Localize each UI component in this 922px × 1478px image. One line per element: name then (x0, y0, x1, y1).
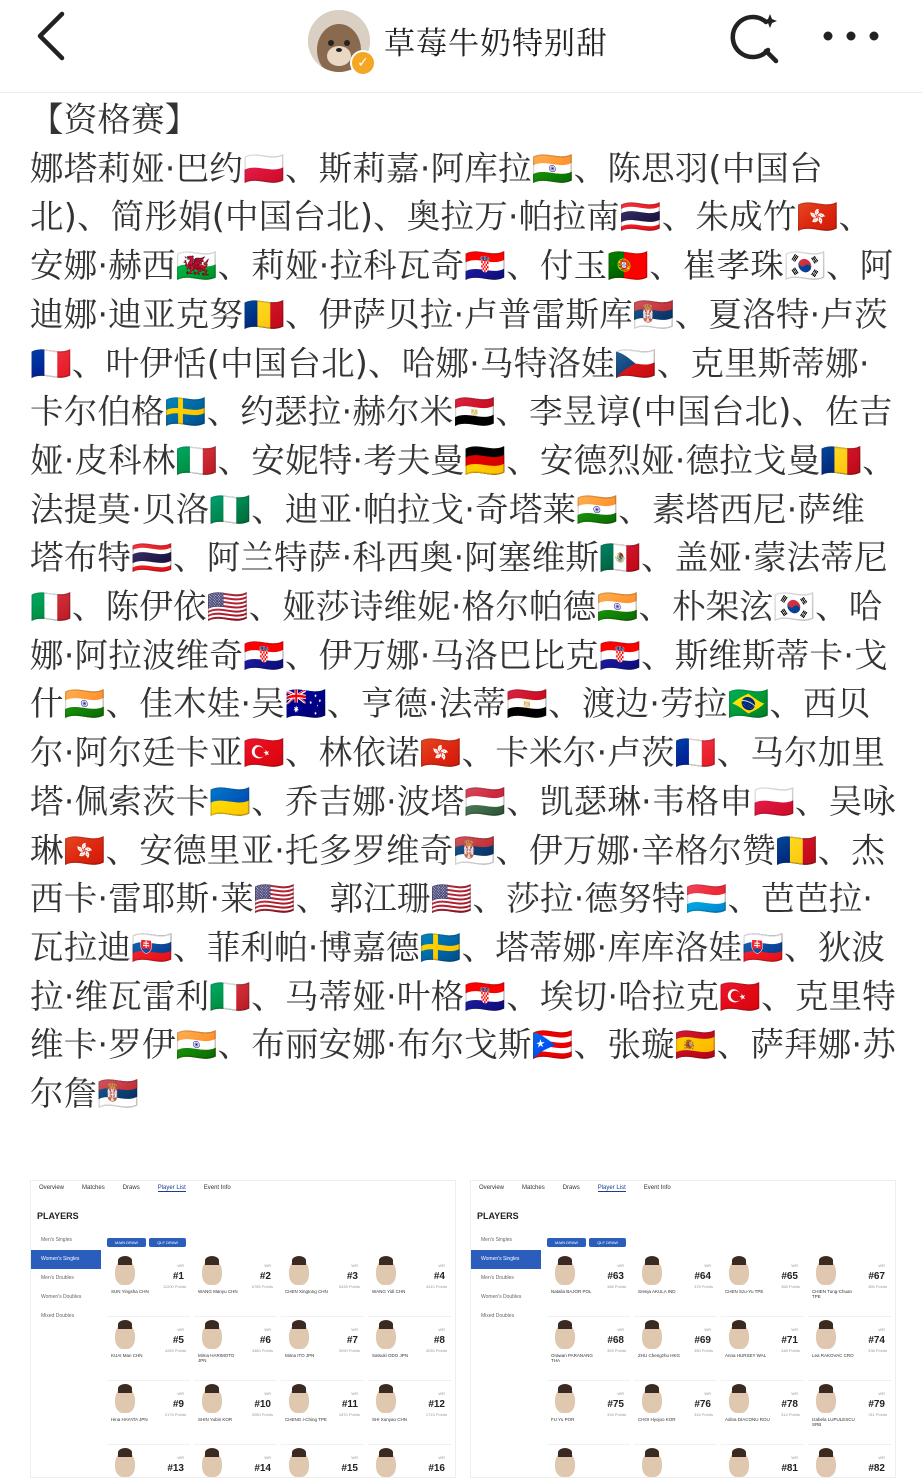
player-card[interactable] (368, 1381, 451, 1445)
player-points: 1715 Points (425, 1412, 447, 1417)
sidebar-item[interactable]: Women's Doubles (41, 1294, 82, 1300)
player-card[interactable] (808, 1445, 891, 1478)
player-photo (816, 1387, 836, 1413)
player-card[interactable] (547, 1317, 630, 1381)
player-points: 350 Points (694, 1348, 713, 1353)
wr-label: WR (438, 1391, 445, 1396)
sidebar-item[interactable]: Women's Doubles (481, 1294, 522, 1300)
wr-label: WR (704, 1263, 711, 1268)
player-card[interactable] (194, 1445, 277, 1478)
player-photo (555, 1451, 575, 1477)
sidebar (471, 1231, 541, 1326)
player-grid (547, 1253, 891, 1478)
player-rank: #11 (341, 1399, 358, 1410)
player-card[interactable] (281, 1317, 364, 1381)
wr-label: WR (791, 1263, 798, 1268)
player-rank: #5 (172, 1335, 184, 1346)
player-points: 348 Points (781, 1348, 800, 1353)
tab-bar (39, 1185, 249, 1199)
sidebar-item[interactable]: Women's Singles (471, 1250, 541, 1269)
player-card[interactable] (547, 1253, 630, 1317)
section-title: PLAYERS (37, 1211, 79, 1221)
player-photo (642, 1259, 662, 1285)
player-name: Lea RAKOVAC CRO (812, 1353, 854, 1358)
wr-label: WR (351, 1327, 358, 1332)
player-card[interactable] (721, 1253, 804, 1317)
player-name: FU Yu POR (551, 1417, 575, 1422)
player-rank: #16 (428, 1463, 445, 1474)
tab-bar (479, 1185, 689, 1199)
player-rank: #65 (781, 1271, 798, 1282)
player-photo (729, 1259, 749, 1285)
wr-label: WR (351, 1455, 358, 1460)
player-photo (376, 1323, 396, 1349)
player-points: 3480 Points (251, 1348, 273, 1353)
player-name: Izabela LUPULESCU SRB (812, 1417, 855, 1427)
player-points: 1870 Points (338, 1412, 360, 1417)
tab[interactable]: Event Info (203, 1185, 231, 1191)
wr-label: WR (617, 1263, 624, 1268)
search-icon (722, 10, 784, 66)
player-rank: #82 (868, 1463, 885, 1474)
player-card[interactable] (368, 1317, 451, 1381)
player-photo (729, 1323, 749, 1349)
player-card[interactable] (721, 1317, 804, 1381)
player-rank: #1 (172, 1271, 184, 1282)
player-photo (115, 1323, 135, 1349)
player-name: WANG Yidi CHN (372, 1289, 406, 1294)
player-rank: #69 (694, 1335, 711, 1346)
player-name: ZHU Chengzhu HKG (638, 1353, 681, 1358)
image-attachments (30, 1180, 896, 1476)
player-points: 3030 Points (425, 1348, 447, 1353)
player-name: SUN Yingsha CHN (111, 1289, 149, 1294)
player-rank: #74 (868, 1335, 885, 1346)
tab[interactable]: Draws (122, 1185, 140, 1191)
draw-toggle (547, 1231, 629, 1249)
player-name: SHI Xunyao CHN (372, 1417, 408, 1422)
player-card[interactable] (194, 1253, 277, 1317)
player-photo (289, 1323, 309, 1349)
chevron-left-icon (30, 10, 74, 62)
player-photo (642, 1387, 662, 1413)
wr-label: WR (617, 1327, 624, 1332)
player-rank: #6 (259, 1335, 271, 1346)
player-name: Mima ITO JPN (285, 1353, 315, 1358)
player-name: WANG Manyu CHN (198, 1289, 238, 1294)
player-rank: #4 (433, 1271, 445, 1282)
wr-label: WR (264, 1391, 271, 1396)
player-photo (816, 1451, 836, 1477)
player-points: 368 Points (781, 1284, 800, 1289)
wr-label: WR (264, 1455, 271, 1460)
player-photo (202, 1451, 222, 1477)
player-card[interactable] (107, 1317, 190, 1381)
wr-label: WR (351, 1391, 358, 1396)
wr-label: WR (438, 1455, 445, 1460)
player-points: 3090 Points (338, 1348, 360, 1353)
player-points: 378 Points (694, 1284, 713, 1289)
player-rank: #75 (607, 1399, 624, 1410)
player-card[interactable] (107, 1253, 190, 1317)
player-photo (289, 1451, 309, 1477)
player-rank: #81 (781, 1463, 798, 1474)
player-rank: #9 (172, 1399, 184, 1410)
wr-label: WR (791, 1455, 798, 1460)
player-card[interactable] (194, 1381, 277, 1445)
wr-label: WR (617, 1391, 624, 1396)
player-name: Orawan PARANANG THA (551, 1353, 593, 1363)
attached-image[interactable] (470, 1180, 896, 1478)
player-rank: #76 (694, 1399, 711, 1410)
player-points: 318 Points (607, 1412, 626, 1417)
draw-toggle (107, 1231, 189, 1249)
wr-label: WR (878, 1455, 885, 1460)
tab[interactable]: Player List (157, 1185, 186, 1191)
player-rank: #10 (254, 1399, 271, 1410)
player-card[interactable] (368, 1253, 451, 1317)
player-grid (107, 1253, 451, 1478)
player-rank: #78 (781, 1399, 798, 1410)
wr-label: WR (438, 1263, 445, 1268)
player-rank: #3 (346, 1271, 358, 1282)
sidebar-item[interactable]: Mixed Doubles (481, 1313, 515, 1319)
player-points: 6785 Points (251, 1284, 273, 1289)
player-name: Mima HARIMOTO JPN (198, 1353, 235, 1363)
tab[interactable]: Matches (82, 1185, 105, 1191)
wr-label: WR (177, 1455, 184, 1460)
player-card[interactable] (634, 1445, 717, 1478)
player-points: 4255 Points (164, 1348, 186, 1353)
player-points: 316 Points (694, 1412, 713, 1417)
player-card[interactable] (721, 1445, 804, 1478)
wr-label: WR (791, 1327, 798, 1332)
player-name: CHEN Szu-Yu TPE (725, 1289, 764, 1294)
top-bar (0, 0, 922, 93)
wr-label: WR (704, 1327, 711, 1332)
player-name: CHEN Xingtong CHN (285, 1289, 328, 1294)
draw-pill[interactable]: MAIN DRAW (107, 1238, 146, 1247)
player-card[interactable] (107, 1381, 190, 1445)
wr-label: WR (438, 1327, 445, 1332)
player-name: Natalia BAJOR POL (551, 1289, 592, 1294)
player-card[interactable] (634, 1317, 717, 1381)
wr-label: WR (704, 1391, 711, 1396)
player-photo (202, 1259, 222, 1285)
player-card[interactable] (368, 1445, 451, 1478)
more-dots-icon (818, 16, 884, 56)
wr-label: WR (791, 1391, 798, 1396)
player-photo (115, 1451, 135, 1477)
sidebar-item[interactable]: Men's Doubles (481, 1275, 514, 1281)
player-points: 365 Points (868, 1284, 887, 1289)
player-card[interactable] (281, 1445, 364, 1478)
player-photo (642, 1451, 662, 1477)
wr-label: WR (177, 1327, 184, 1332)
back-button[interactable] (30, 10, 74, 62)
player-photo (816, 1259, 836, 1285)
player-photo (816, 1323, 836, 1349)
player-photo (555, 1323, 575, 1349)
player-rank: #8 (433, 1335, 445, 1346)
player-photo (376, 1387, 396, 1413)
sidebar-item[interactable]: Mixed Doubles (41, 1313, 75, 1319)
sidebar-item[interactable]: Women's Singles (31, 1250, 101, 1269)
wr-label: WR (878, 1391, 885, 1396)
player-rank: #13 (167, 1463, 184, 1474)
player-photo (289, 1387, 309, 1413)
player-card[interactable] (281, 1253, 364, 1317)
player-points: 311 Points (868, 1412, 887, 1417)
player-points: 353 Points (607, 1348, 626, 1353)
player-photo (729, 1451, 749, 1477)
player-photo (555, 1259, 575, 1285)
player-points: 5435 Points (338, 1284, 360, 1289)
player-name: Anna HURSEY WAL (725, 1353, 767, 1358)
player-card[interactable] (634, 1253, 717, 1317)
player-rank: #67 (868, 1271, 885, 1282)
tab[interactable]: Overview (479, 1185, 505, 1191)
player-card[interactable] (808, 1253, 891, 1317)
player-photo (555, 1387, 575, 1413)
player-photo (202, 1323, 222, 1349)
sidebar (31, 1231, 101, 1326)
player-card[interactable] (808, 1381, 891, 1445)
player-card[interactable] (547, 1445, 630, 1478)
wr-label: WR (177, 1263, 184, 1268)
sidebar-item[interactable]: Men's Singles (41, 1237, 72, 1243)
player-card[interactable] (281, 1381, 364, 1445)
section-title: PLAYERS (477, 1211, 519, 1221)
tab[interactable]: Player List (597, 1185, 626, 1191)
draw-pill[interactable]: MAIN DRAW (547, 1238, 586, 1247)
player-name: CHENG I-Ching TPE (285, 1417, 327, 1422)
player-points: 388 Points (607, 1284, 626, 1289)
player-rank: #79 (868, 1399, 885, 1410)
player-rank: #15 (341, 1463, 358, 1474)
tab[interactable]: Event Info (643, 1185, 671, 1191)
player-points: 2050 Points (251, 1412, 273, 1417)
wr-label: WR (878, 1327, 885, 1332)
player-rank: #2 (259, 1271, 271, 1282)
player-points: 11200 Points (162, 1284, 186, 1289)
player-rank: #71 (781, 1335, 798, 1346)
sidebar-item[interactable]: Men's Singles (481, 1237, 512, 1243)
player-rank: #12 (428, 1399, 445, 1410)
player-points: 338 Points (868, 1348, 887, 1353)
player-photo (376, 1259, 396, 1285)
player-card[interactable] (721, 1381, 804, 1445)
verified-badge-icon: ✓ (350, 50, 376, 76)
player-name: SHIN Yubin KOR (198, 1417, 233, 1422)
player-points: 4410 Points (425, 1284, 447, 1289)
post-body (30, 96, 896, 1119)
player-rank: #14 (254, 1463, 271, 1474)
more-button[interactable] (818, 16, 884, 56)
search-button[interactable] (722, 10, 784, 66)
attached-image[interactable] (30, 1180, 456, 1478)
wr-label: WR (878, 1263, 885, 1268)
username[interactable]: 草莓牛奶特别甜 (384, 26, 608, 62)
player-name: CHOI Hyojoo KOR (638, 1417, 676, 1422)
wr-label: WR (264, 1263, 271, 1268)
player-photo (729, 1387, 749, 1413)
player-rank: #64 (694, 1271, 711, 1282)
wr-label: WR (264, 1327, 271, 1332)
player-photo (202, 1387, 222, 1413)
player-photo (376, 1451, 396, 1477)
player-card[interactable] (194, 1317, 277, 1381)
player-name: Hina HAYATA JPN (111, 1417, 148, 1422)
player-card[interactable] (808, 1317, 891, 1381)
wr-label: WR (177, 1391, 184, 1396)
player-name: Adina DIACONU ROU (725, 1417, 770, 1422)
player-card[interactable] (634, 1381, 717, 1445)
player-rank: #68 (607, 1335, 624, 1346)
player-photo (642, 1323, 662, 1349)
sidebar-item[interactable]: Men's Doubles (41, 1275, 74, 1281)
tab[interactable]: Overview (39, 1185, 65, 1191)
draw-pill[interactable]: QLF DRAW (589, 1238, 626, 1247)
player-photo (289, 1259, 309, 1285)
player-rank: #7 (346, 1335, 358, 1346)
player-card[interactable] (547, 1381, 630, 1445)
player-name: Satsuki ODO JPN (372, 1353, 409, 1358)
tab[interactable]: Draws (562, 1185, 580, 1191)
tab[interactable]: Matches (522, 1185, 545, 1191)
post-text: 【资格赛】 娜塔莉娅·巴约🇵🇱、斯莉嘉·阿库拉🇮🇳、陈思羽(中国台北)、简彤娟(中国台北)、奥拉万·帕拉南🇹🇭、朱成竹🇭🇰、安娜·赫西🏴󠁧󠁢󠁷󠁬󠁳󠁿、莉娅·拉科瓦奇🇭🇷、付玉🇵🇹、崔孝珠🇰🇷、阿迪娜·迪亚克努🇷🇴、伊萨贝拉·卢普雷斯库🇷🇸、夏洛特·卢茨🇫🇷、叶伊恬(中国台北)、哈娜·马特洛娃🇨🇿、克里斯蒂娜·卡尔伯格🇸🇪、约瑟拉·赫尔米🇪🇬、李昱谆(中国台北)、佐吉娅·皮科林🇮🇹、安妮特·考夫曼🇩🇪、安德烈娅·德拉戈曼🇷🇴、法提莫·贝洛🇳🇬、迪亚·帕拉戈·奇塔莱🇮🇳、素塔西尼·萨维塔布特🇹🇭、阿兰特萨·科西奥·阿塞维斯🇲🇽、盖娅·蒙法蒂尼🇮🇹、陈伊依🇺🇸、娅莎诗维妮·格尔帕德🇮🇳、朴架泫🇰🇷、哈娜·阿拉波维奇🇭🇷、伊万娜·马洛巴比克🇭🇷、斯维斯蒂卡·戈什🇮🇳、佳木娃·吴🇦🇺、亨德·法蒂🇪🇬、渡边·劳拉🇧🇷、西贝尔·阿尔廷卡亚🇹🇷、林依诺🇭🇰、卡米尔·卢茨🇫🇷、马尔加里塔·佩索茨卡🇺🇦、乔吉娜·波塔🇭🇺、凯瑟琳·韦格申🇵🇱、吴咏琳🇭🇰、安德里亚·托多罗维奇🇷🇸、伊万娜·辛格尔赞🇷🇴、杰西卡·雷耶斯·莱🇺🇸、郭江珊🇺🇸、莎拉·德努特🇱🇺、芭芭拉·瓦拉迪🇸🇰、菲利帕·博嘉德🇸🇪、塔蒂娜·库库洛娃🇸🇰、狄波拉·维瓦雷利🇮🇹、马蒂娅·叶格🇭🇷、埃切·哈拉克🇹🇷、克里特维卡·罗伊🇮🇳、布丽安娜·布尔戈斯🇵🇷、张璇🇪🇸、萨拜娜·苏尔詹🇷🇸 (30, 100, 896, 1114)
player-points: 314 Points (781, 1412, 800, 1417)
player-photo (115, 1259, 135, 1285)
player-points: 2175 Points (164, 1412, 186, 1417)
player-name: CHIEN Tung-Chuan TPE (812, 1289, 853, 1299)
player-name: KUAI Man CHN (111, 1353, 143, 1358)
player-rank: #63 (607, 1271, 624, 1282)
draw-pill[interactable]: QLF DRAW (149, 1238, 186, 1247)
wr-label: WR (351, 1263, 358, 1268)
player-name: Sreeja AKULA IND (638, 1289, 676, 1294)
player-card[interactable] (107, 1445, 190, 1478)
player-photo (115, 1387, 135, 1413)
